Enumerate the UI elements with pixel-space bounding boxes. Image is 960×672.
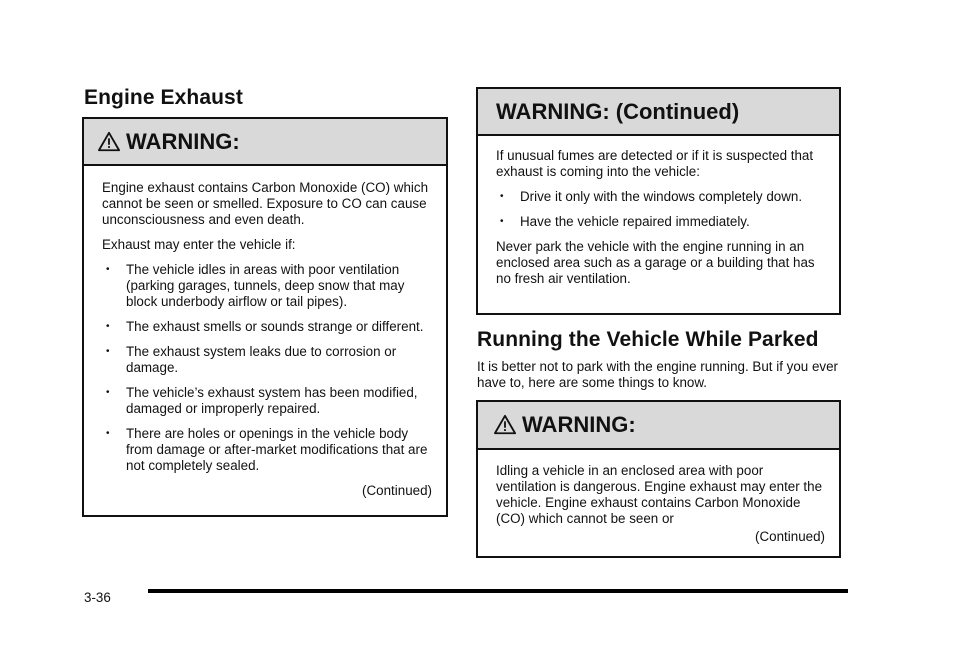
warning-header bbox=[478, 89, 839, 136]
footer-rule bbox=[148, 589, 848, 593]
warning-bullet-list bbox=[102, 262, 432, 474]
warning-heading: WARNING: bbox=[522, 412, 636, 437]
warning-lead: Exhaust may enter the vehicle if: bbox=[102, 237, 296, 252]
warning-intro: Engine exhaust contains Carbon Monoxide (CO) which cannot be seen or smelled. Exposure to CO can cause unconsciousness and even death. bbox=[102, 180, 429, 227]
continued-label: (Continued) bbox=[362, 483, 432, 498]
warning-box-continued bbox=[476, 87, 841, 315]
list-item: • Drive it only with the windows completely down. bbox=[500, 189, 803, 204]
list-item: • The vehicle’s exhaust system has been modified, damaged or improperly repaired. bbox=[106, 385, 418, 416]
section-title-engine-exhaust: Engine Exhaust bbox=[84, 86, 243, 109]
list-item: • There are holes or openings in the vehicle body from damage or after-market modifications that are not completely sealed. bbox=[106, 426, 428, 473]
list-item: • The vehicle idles in areas with poor ventilation (parking garages, tunnels, deep snow that may block underbody airflow or tail pipes). bbox=[106, 262, 405, 309]
warning-intro: If unusual fumes are detected or if it is suspected that exhaust is coming into the vehicle: bbox=[496, 148, 814, 179]
warning-body bbox=[84, 166, 446, 509]
list-item: • Have the vehicle repaired immediately. bbox=[500, 214, 750, 229]
warning-heading: WARNING: bbox=[126, 128, 240, 154]
bullet-icon: • bbox=[106, 264, 110, 275]
warning-header bbox=[478, 402, 839, 450]
warning-text: Idling a vehicle in an enclosed area with poor ventilation is dangerous. Engine exhaust may enter the vehicle. Engine exhaust contains Carbon Monoxide (CO) which cannot be seen or bbox=[496, 463, 823, 526]
warning-header bbox=[84, 119, 446, 166]
page-number: 3-36 bbox=[84, 590, 111, 605]
list-item: • The exhaust smells or sounds strange or different. bbox=[106, 319, 424, 334]
bullet-icon: • bbox=[106, 387, 110, 398]
warning-body bbox=[478, 450, 839, 555]
warning-triangle-icon bbox=[494, 414, 516, 436]
bullet-icon: • bbox=[500, 216, 504, 227]
warning-body bbox=[478, 136, 839, 306]
section-text: It is better not to park with the engine running. But if you ever have to, here are some things to know. bbox=[477, 359, 839, 390]
warning-box-idling bbox=[476, 400, 841, 558]
section-title-running-parked: Running the Vehicle While Parked bbox=[477, 328, 819, 351]
warning-closing: Never park the vehicle with the engine running in an enclosed area such as a garage or a building that has no fresh air ventilation. bbox=[496, 239, 815, 286]
bullet-icon: • bbox=[500, 191, 504, 202]
warning-bullet-list bbox=[496, 189, 825, 230]
continued-label: (Continued) bbox=[755, 529, 825, 544]
warning-heading: WARNING: (Continued) bbox=[496, 98, 740, 124]
warning-triangle-icon bbox=[98, 131, 120, 153]
bullet-icon: • bbox=[106, 346, 110, 357]
bullet-icon: • bbox=[106, 321, 110, 332]
list-item: • The exhaust system leaks due to corrosion or damage. bbox=[106, 344, 397, 375]
bullet-icon: • bbox=[106, 428, 110, 439]
warning-box-engine-exhaust bbox=[82, 117, 448, 517]
